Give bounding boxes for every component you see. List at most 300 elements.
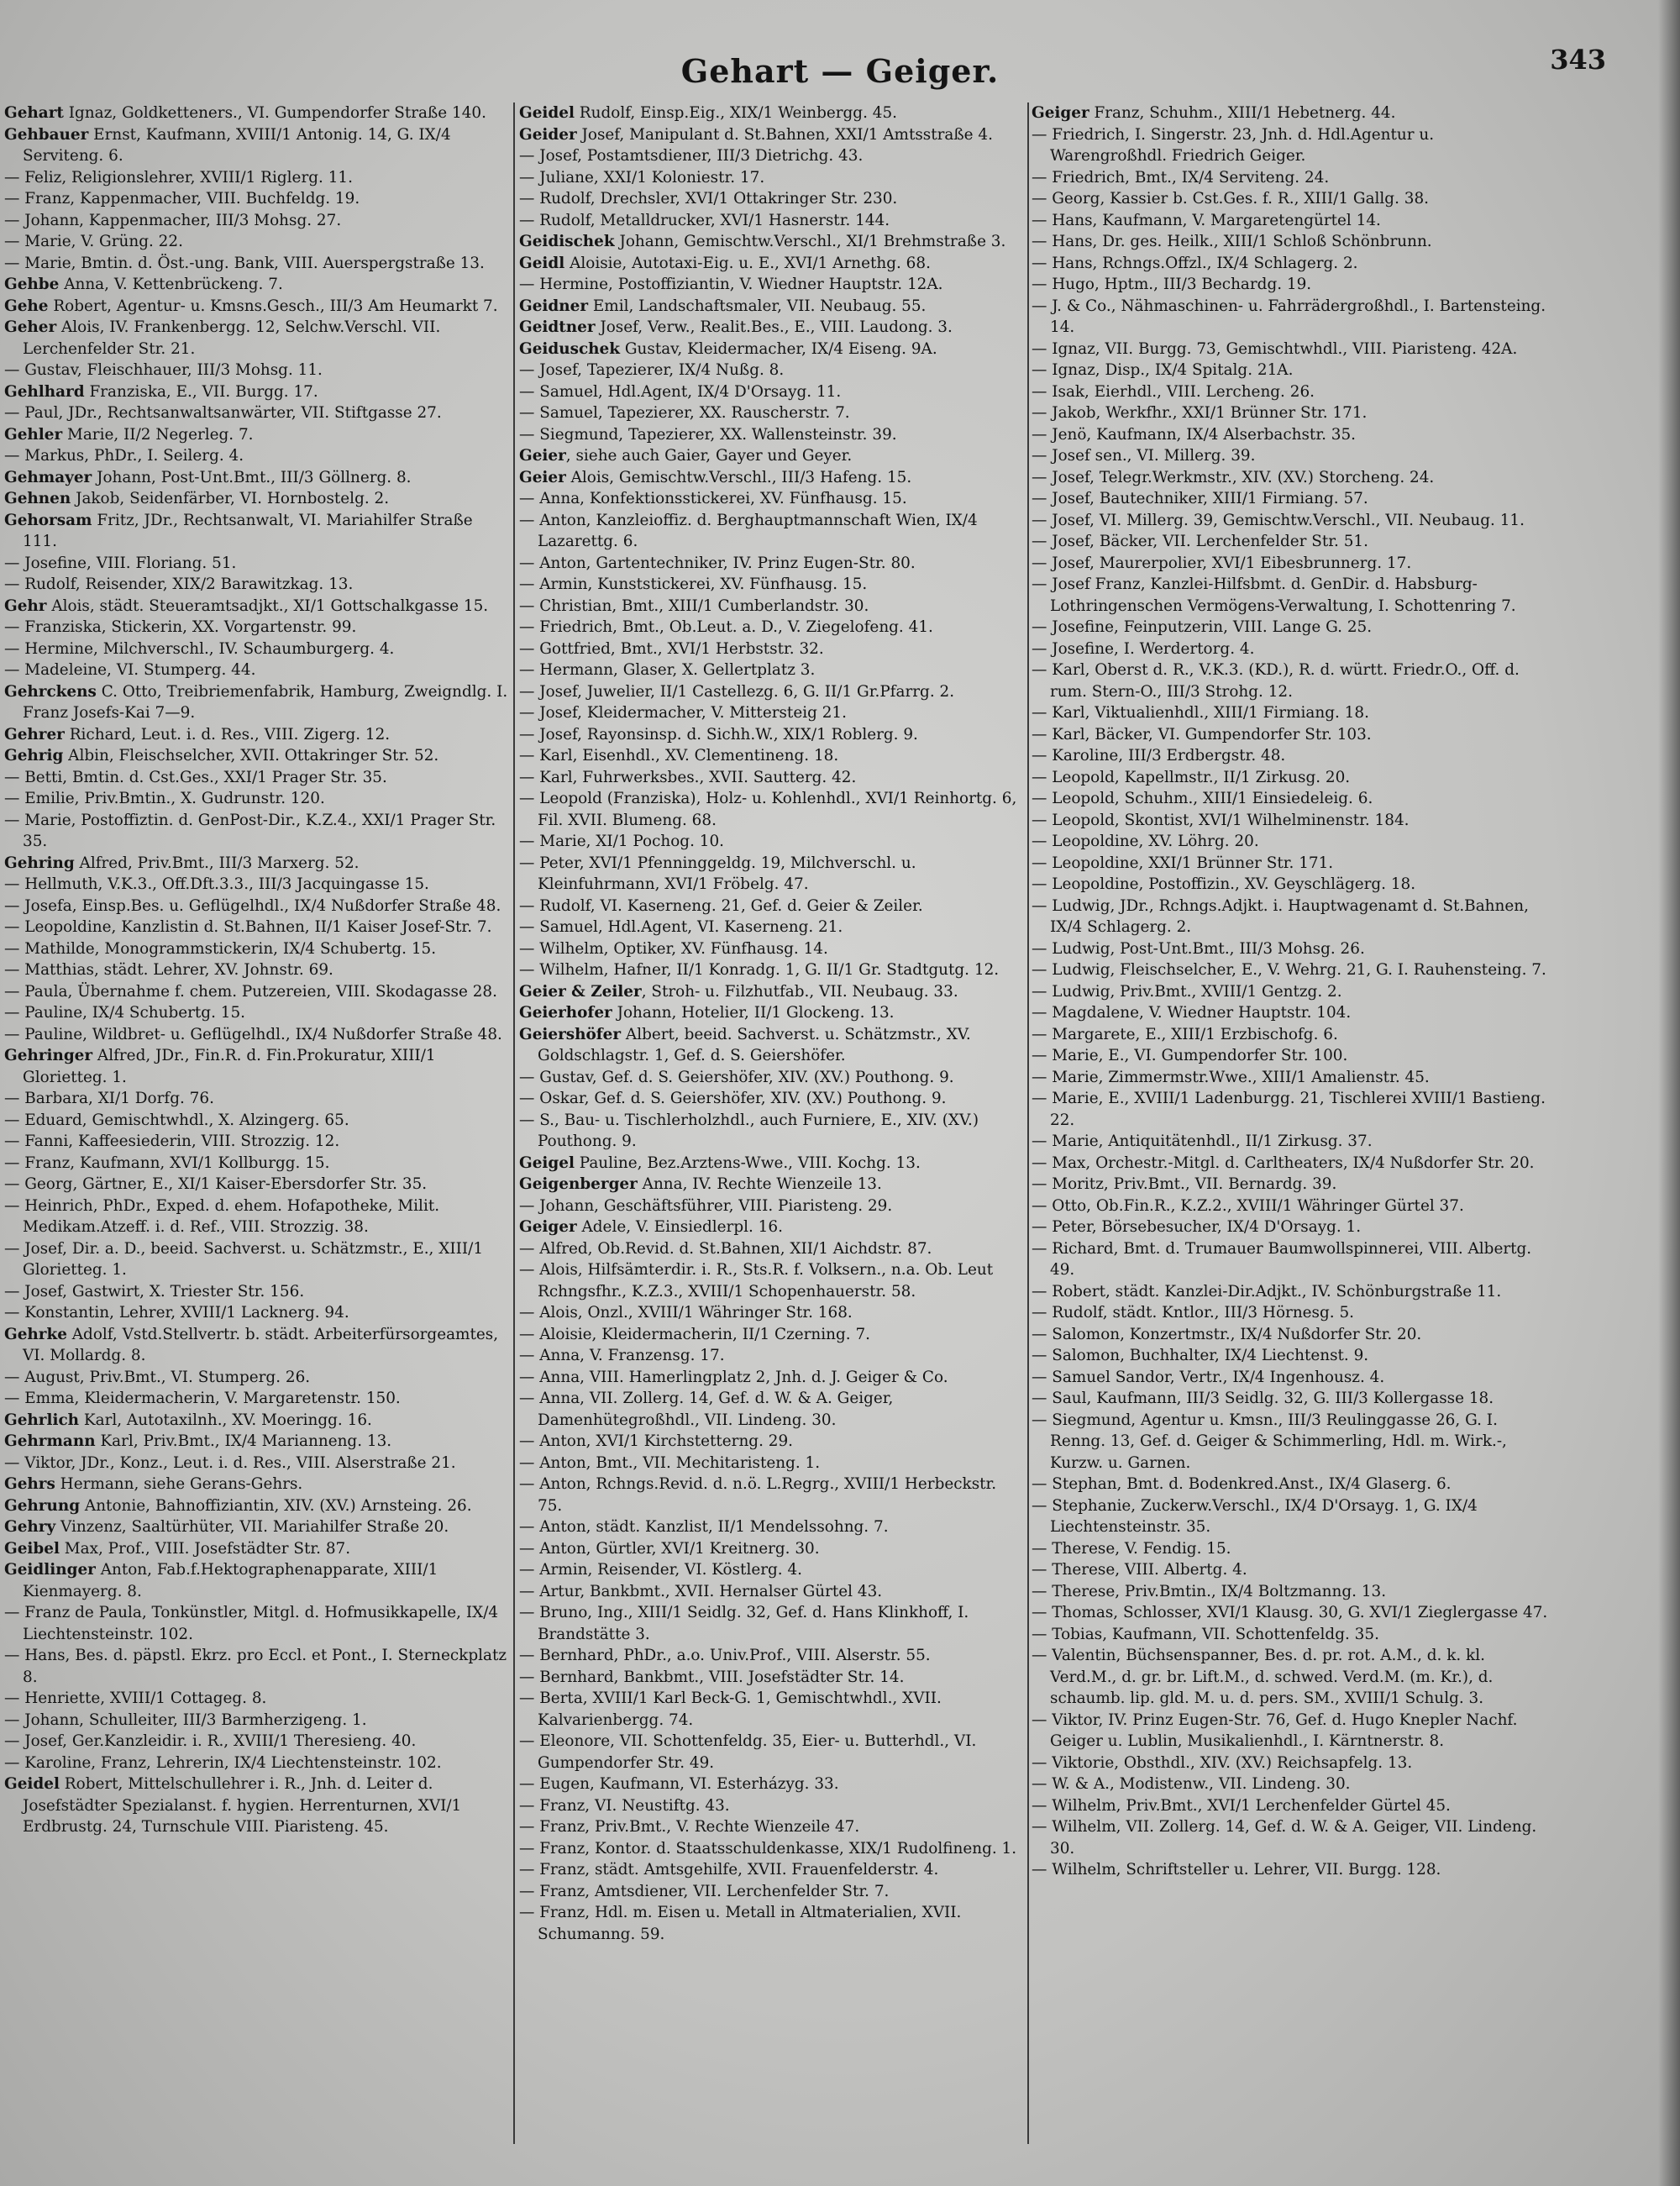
directory-entry	[519, 274, 1023, 296]
entry-details: — Samuel, Tapezierer, XX. Rauscherstr. 7.	[519, 404, 850, 422]
entry-surname: Geiger	[519, 1218, 577, 1236]
entry-details: — S., Bau- u. Tischlerholzhdl., auch Furniere, E., XIV. (XV.) Pouthong. 9.	[519, 1111, 979, 1150]
entry-details: — August, Priv.Bmt., VI. Stumperg. 26.	[4, 1368, 311, 1386]
directory-column-1	[4, 102, 508, 2161]
directory-entry	[519, 702, 1023, 724]
entry-details: — Markus, PhDr., I. Seilerg. 4.	[4, 447, 244, 465]
directory-entry	[519, 638, 1023, 660]
entry-surname: Geidischek	[519, 233, 615, 250]
entry-details: — Marie, V. Grüng. 22.	[4, 233, 183, 250]
entry-details: — Rudolf, Drechsler, XVI/1 Ottakringer Str. 230.	[519, 190, 898, 208]
directory-entry	[519, 1859, 1023, 1881]
directory-entry	[4, 167, 508, 189]
entry-details: Josef, Manipulant d. St.Bahnen, XXI/1 Amtsstraße 4.	[576, 125, 993, 144]
directory-entry	[519, 1238, 1023, 1260]
directory-entry	[4, 381, 508, 403]
entry-details: — Marie, E., VI. Gumpendorfer Str. 100.	[1032, 1047, 1348, 1064]
directory-entry	[519, 1773, 1023, 1795]
entry-details: — Viktor, IV. Prinz Eugen-Str. 76, Gef. d. Hugo Knepler Nachf. Geiger u. Lublin, Musikalienhdl., I. Kärntnerstr. 8.	[1032, 1710, 1518, 1750]
entry-details: — Ludwig, Post-Unt.Bmt., III/3 Mohsg. 26.	[1032, 939, 1365, 958]
entry-details: — Stephan, Bmt. d. Bodenkred.Anst., IX/4 Glaserg. 6.	[1032, 1475, 1452, 1493]
directory-column-3	[1032, 102, 1548, 2161]
directory-entry	[1032, 210, 1548, 232]
entry-details: — Marie, Antiquitätenhdl., II/1 Zirkusg. 37.	[1032, 1132, 1373, 1150]
directory-entry	[4, 188, 508, 210]
entry-details: — Josef, VI. Millerg. 39, Gemischtw.Verschl., VII. Neubaug. 11.	[1032, 511, 1525, 529]
directory-entry	[519, 1324, 1023, 1346]
directory-entry	[1032, 1538, 1548, 1560]
entry-details: — Josef, Bautechniker, XIII/1 Firmiang. 57.	[1032, 490, 1368, 507]
directory-entry	[4, 1474, 508, 1495]
entry-details: — Pauline, Wildbret- u. Geflügelhdl., IX/4 Nußdorfer Straße 48.	[4, 1025, 502, 1043]
entry-details: Jakob, Seidenfärber, VI. Hornbostelg. 2.	[71, 490, 390, 507]
entry-details: — Emilie, Priv.Bmtin., X. Gudrunstr. 120.	[4, 790, 325, 807]
entry-surname: Gehe	[4, 297, 49, 315]
entry-details: — Josef, Rayonsinsp. d. Sichh.W., XIX/1 Roblerg. 9.	[519, 725, 918, 744]
entry-details: — Johann, Geschäftsführer, VIII. Piaristeng. 29.	[519, 1196, 893, 1215]
entry-details: Alfred, Priv.Bmt., III/3 Marxerg. 52.	[74, 854, 360, 872]
entry-details: — Wilhelm, VII. Zollerg. 14, Gef. d. W. & A. Geiger, VII. Lindeng. 30.	[1032, 1818, 1537, 1858]
entry-details: — Siegmund, Agentur u. Kmsn., III/3 Reulinggasse 26, G. I. Renng. 13, Gef. d. Geiger & Schimmerling, Hdl. m. Wirk.-, Kurzw. u. Garnen.	[1032, 1411, 1507, 1472]
directory-entry	[1032, 1773, 1548, 1795]
directory-entry	[4, 1302, 508, 1324]
entry-surname: Geidl	[519, 254, 565, 272]
entry-details: — Bruno, Ing., XIII/1 Seidlg. 32, Gef. d. Hans Klinkhoff, I. Brandstätte 3.	[519, 1604, 969, 1643]
entry-details: — Georg, Kassier b. Cst.Ges. f. R., XIII/1 Gallg. 38.	[1032, 190, 1430, 208]
entry-details: — Anton, Kanzleioffiz. d. Berghauptmannschaft Wien, IX/4 Lazarettg. 6.	[519, 511, 978, 550]
directory-entry	[519, 1002, 1023, 1024]
entry-surname: Geiershöfer	[519, 1025, 622, 1043]
directory-entry	[4, 317, 508, 360]
entry-surname: Geidlinger	[4, 1561, 96, 1579]
entry-details: Johann, Hotelier, II/1 Glockeng. 13.	[612, 1004, 895, 1022]
directory-entry	[4, 1688, 508, 1710]
entry-details: — Alois, Onzl., XVIII/1 Währinger Str. 168.	[519, 1304, 853, 1322]
directory-entry	[1032, 339, 1548, 360]
directory-entry	[519, 1474, 1023, 1516]
directory-entry	[1032, 1602, 1548, 1624]
entry-surname: Gehbe	[4, 276, 60, 293]
directory-entry	[1032, 1216, 1548, 1238]
directory-entry	[519, 467, 1023, 489]
entry-details: — Max, Orchestr.-Mitgl. d. Carltheaters, IX/4 Nußdorfer Str. 20.	[1032, 1153, 1535, 1172]
directory-entry	[1032, 102, 1548, 124]
entry-details: — Therese, VIII. Albertg. 4.	[1032, 1561, 1247, 1579]
entry-details: C. Otto, Treibriemenfabrik, Hamburg, Zweigndlg. I. Franz Josefs-Kai 7—9.	[23, 682, 508, 722]
entry-details: — Betti, Bmtin. d. Cst.Ges., XXI/1 Prager Str. 35.	[4, 768, 387, 786]
entry-details: — Franziska, Stickerin, XX. Vorgartenstr. 99.	[4, 618, 357, 636]
entry-surname: Geider	[519, 125, 577, 144]
entry-details: — Hans, Rchngs.Offzl., IX/4 Schlagerg. 2.	[1032, 254, 1358, 272]
directory-entry	[4, 296, 508, 318]
entry-details: — Ludwig, Priv.Bmt., XVIII/1 Gentzg. 2.	[1032, 982, 1342, 1001]
entry-details: Adolf, Vstd.Stellvertr. b. städt. Arbeiterfürsorgeamtes, VI. Mollardg. 8.	[23, 1325, 499, 1364]
entry-details: — Matthias, städt. Lehrer, XV. Johnstr. 69.	[4, 961, 333, 979]
entry-details: Adele, V. Einsiedlerpl. 16.	[576, 1218, 783, 1236]
entry-details: — Rudolf, Reisender, XIX/2 Barawitzkag. 13.	[4, 575, 354, 593]
entry-details: — Hugo, Hptm., III/3 Bechardg. 19.	[1032, 276, 1312, 293]
entry-details: — Rudolf, VI. Kaserneng. 21, Gef. d. Geier & Zeiler.	[519, 896, 923, 915]
directory-entry	[519, 145, 1023, 167]
directory-entry	[519, 745, 1023, 767]
entry-details: — Hans, Bes. d. päpstl. Ekrz. pro Eccl. et Pont., I. Sterneckplatz 8.	[4, 1647, 507, 1686]
entry-details: — Alois, Hilfsämterdir. i. R., Sts.R. f. Volksern., n.a. Ob. Leut Rchngsfhr., K.Z.3., XVIII/1 Schopenhauerstr. 58.	[519, 1261, 994, 1301]
entry-details: — Wilhelm, Hafner, II/1 Konradg. 1, G. II/1 Gr. Stadtgutg. 12.	[519, 961, 1000, 979]
entry-surname: Gehrke	[4, 1325, 67, 1343]
directory-entry	[519, 296, 1023, 318]
entry-details: — Anna, Konfektionsstickerei, XV. Fünfhausg. 15.	[519, 490, 907, 507]
entry-details: — Karl, Eisenhdl., XV. Clementineng. 18.	[519, 747, 839, 765]
entry-details: — Robert, städt. Kanzlei-Dir.Adjkt., IV. Schönburgstraße 11.	[1032, 1282, 1502, 1301]
entry-details: — Valentin, Büchsenspanner, Bes. d. pr. rot. A.M., d. k. kl. Verd.M., d. gr. br. Lift.M., d. schwed. Verd.M. (m. Kr.), d. schaumb. lip. gld. M. u. d. pers. SM., XVIII/1 Schulg. 3.	[1032, 1647, 1494, 1707]
entry-details: — Bernhard, Bankbmt., VIII. Josefstädter Str. 14.	[519, 1668, 905, 1686]
directory-entry	[4, 467, 508, 489]
directory-entry	[4, 1131, 508, 1153]
entry-details: — Georg, Gärtner, E., XI/1 Kaiser-Ebersdorfer Str. 35.	[4, 1175, 428, 1193]
entry-details: — Franz, Priv.Bmt., V. Rechte Wienzeile 47.	[519, 1818, 860, 1836]
entry-details: — Salomon, Buchhalter, IX/4 Liechtenst. 9.	[1032, 1347, 1369, 1364]
entry-details: — Barbara, XI/1 Dorfg. 76.	[4, 1090, 214, 1107]
entry-surname: Gehmayer	[4, 468, 92, 486]
entry-details: — Paul, JDr., Rechtsanwaltsanwärter, VII. Stiftgasse 27.	[4, 404, 442, 422]
entry-details: — Moritz, Priv.Bmt., VII. Bernardg. 39.	[1032, 1175, 1337, 1193]
directory-entry	[4, 1045, 508, 1088]
directory-entry	[519, 1602, 1023, 1645]
directory-entry	[4, 724, 508, 746]
entry-details: — Fanni, Kaffeesiederin, VIII. Strozzig. 12.	[4, 1132, 340, 1150]
directory-entry	[1032, 424, 1548, 446]
directory-entry	[1032, 1281, 1548, 1303]
directory-entry	[4, 1773, 508, 1838]
entry-details: — Karl, Bäcker, VI. Gumpendorfer Str. 103.	[1032, 725, 1372, 744]
entry-surname: Gehbauer	[4, 125, 89, 144]
entry-details: — Josef, Dir. a. D., beeid. Sachverst. u. Schätzmstr., E., XIII/1 Glorietteg. 1.	[4, 1239, 484, 1279]
entry-details: — Aloisie, Kleidermacherin, II/1 Czerning. 7.	[519, 1325, 871, 1343]
entry-details: — Wilhelm, Priv.Bmt., XVI/1 Lerchenfelder Gürtel 45.	[1032, 1796, 1451, 1815]
directory-entry	[4, 1431, 508, 1453]
directory-entry	[4, 1538, 508, 1560]
entry-surname: Gehrs	[4, 1475, 55, 1493]
entry-details: — Wilhelm, Schriftsteller u. Lehrer, VII. Burgg. 128.	[1032, 1861, 1441, 1879]
directory-entry	[4, 1024, 508, 1046]
directory-entry	[1032, 488, 1548, 510]
entry-details: Karl, Priv.Bmt., IX/4 Marianneng. 13.	[95, 1432, 392, 1450]
entry-details: — Leopoldine, XXI/1 Brünner Str. 171.	[1032, 854, 1334, 872]
directory-entry	[519, 788, 1023, 831]
entry-details: — Josefine, Feinputzerin, VIII. Lange G. 25.	[1032, 618, 1373, 636]
page-edge-shadow	[1658, 0, 1680, 2186]
entry-details: — Leopold (Franziska), Holz- u. Kohlenhdl., XVI/1 Reinhortg. 6, Fil. XVII. Blumeng. 68.	[519, 790, 1017, 829]
entry-details: Antonie, Bahnoffiziantin, XIV. (XV.) Arnsteing. 26.	[80, 1496, 472, 1515]
directory-entry	[1032, 724, 1548, 746]
column-divider	[1027, 102, 1029, 2144]
entry-details: — Rudolf, städt. Kntlor., III/3 Hörnesg. 5.	[1032, 1304, 1354, 1322]
entry-details: Marie, II/2 Negerleg. 7.	[62, 425, 254, 444]
directory-entry	[4, 788, 508, 810]
directory-entry	[1032, 402, 1548, 424]
directory-entry	[4, 445, 508, 467]
directory-entry	[519, 253, 1023, 275]
entry-details: — Paula, Übernahme f. chem. Putzereien, VIII. Skodagasse 28.	[4, 982, 497, 1001]
directory-entry	[1032, 253, 1548, 275]
directory-entry	[519, 1174, 1023, 1195]
entry-surname: Geher	[4, 318, 57, 336]
entry-details: — Armin, Reisender, VI. Köstlerg. 4.	[519, 1561, 803, 1579]
directory-entry	[4, 360, 508, 381]
entry-details: — Anna, V. Franzensg. 17.	[519, 1347, 725, 1364]
directory-entry	[1032, 831, 1548, 853]
entry-details: — Hermine, Postoffiziantin, V. Wiedner Hauptstr. 12A.	[519, 276, 943, 293]
entry-surname: Gehry	[4, 1518, 56, 1536]
entry-details: — Tobias, Kaufmann, VII. Schottenfeldg. 35.	[1032, 1625, 1379, 1643]
directory-entry	[1032, 1195, 1548, 1217]
directory-entry	[519, 659, 1023, 681]
directory-entry	[519, 167, 1023, 189]
directory-entry	[4, 1752, 508, 1774]
entry-details: — Saul, Kaufmann, III/3 Seidlg. 32, G. III/3 Kollergasse 18.	[1032, 1390, 1494, 1407]
entry-details: — Franz de Paula, Tonkünstler, Mitgl. d. Hofmusikkapelle, IX/4 Liechtensteinstr. 102.	[4, 1604, 499, 1643]
directory-entry	[1032, 574, 1548, 617]
directory-entry	[519, 488, 1023, 510]
entry-details: — Alfred, Ob.Revid. d. St.Bahnen, XII/1 Aichdstr. 87.	[519, 1239, 932, 1258]
entry-details: Ernst, Kaufmann, XVIII/1 Antonig. 14, G. IX/4 Serviteng. 6.	[23, 125, 451, 165]
directory-entry	[4, 424, 508, 446]
directory-entry	[519, 1153, 1023, 1174]
entry-details: — Josefine, I. Werdertorg. 4.	[1032, 639, 1255, 658]
entry-details: Anna, V. Kettenbrückeng. 7.	[59, 276, 283, 293]
directory-entry	[519, 360, 1023, 381]
directory-entry	[1032, 1795, 1548, 1817]
directory-entry	[4, 874, 508, 896]
directory-entry	[4, 274, 508, 296]
entry-details: — Anton, XVI/1 Kirchstetterng. 29.	[519, 1432, 794, 1450]
directory-entry	[519, 1024, 1023, 1067]
directory-entry	[519, 853, 1023, 896]
entry-details: Pauline, Bez.Arztens-Wwe., VIII. Kochg. 13.	[574, 1153, 921, 1172]
entry-surname: Geidel	[4, 1775, 60, 1793]
entry-details: — Isak, Eierhdl., VIII. Lercheng. 26.	[1032, 382, 1315, 401]
entry-details: — Franz, Hdl. m. Eisen u. Metall in Altmaterialien, XVII. Schumanng. 59.	[519, 1904, 962, 1943]
directory-entry	[1032, 1045, 1548, 1067]
directory-entry	[1032, 896, 1548, 938]
directory-entry	[519, 896, 1023, 917]
entry-details: — Rudolf, Metalldrucker, XVI/1 Hasnerstr. 144.	[519, 211, 890, 229]
entry-details: Hermann, siehe Gerans-Gehrs.	[55, 1475, 303, 1493]
entry-details: — Leopold, Schuhm., XIII/1 Einsiedeleig. 6.	[1032, 790, 1373, 807]
entry-details: — Josef, Kleidermacher, V. Mittersteig 21.	[519, 704, 847, 722]
entry-details: — Margarete, E., XIII/1 Erzbischofg. 6.	[1032, 1025, 1338, 1043]
directory-column-2	[519, 102, 1023, 2161]
directory-entry	[4, 1559, 508, 1602]
entry-details: — Karoline, III/3 Erdbergstr. 48.	[1032, 747, 1286, 765]
directory-entry	[1032, 553, 1548, 575]
directory-entry	[1032, 617, 1548, 638]
entry-surname: Gehart	[4, 104, 64, 122]
entry-surname: Geibel	[4, 1539, 60, 1558]
directory-entry	[519, 1195, 1023, 1217]
entry-details: — Josefa, Einsp.Bes. u. Geflügelhdl., IX/4 Nußdorfer Straße 48.	[4, 896, 501, 915]
entry-details: — Therese, V. Fendig. 15.	[1032, 1539, 1231, 1558]
entry-details: — Leopoldine, XV. Löhrg. 20.	[1032, 833, 1259, 850]
entry-details: — Josef, Gastwirt, X. Triester Str. 156.	[4, 1282, 305, 1301]
directory-entry	[519, 1367, 1023, 1389]
entry-surname: Gehring	[4, 854, 75, 872]
directory-entry	[1032, 1024, 1548, 1046]
directory-entry	[4, 510, 508, 553]
directory-entry	[4, 959, 508, 981]
entry-surname: Geigenberger	[519, 1175, 638, 1193]
entry-surname: Gehringer	[4, 1047, 93, 1064]
directory-entry	[519, 381, 1023, 403]
entry-details: Aloisie, Autotaxi-Eig. u. E., XVI/1 Arnethg. 68.	[564, 254, 931, 272]
entry-details: — Peter, Börsebesucher, IX/4 D'Orsayg. 1.	[1032, 1218, 1362, 1236]
entry-details: Alfred, JDr., Fin.R. d. Fin.Prokuratur, XIII/1 Glorietteg. 1.	[23, 1047, 436, 1086]
directory-entry	[1032, 1859, 1548, 1881]
entry-details: — J. & Co., Nähmaschinen- u. Fahrrädergroßhdl., I. Bartensteing. 14.	[1032, 297, 1546, 336]
entry-details: — Artur, Bankbmt., XVII. Hernalser Gürtel 43.	[519, 1582, 883, 1600]
entry-surname: Geidtner	[519, 318, 596, 336]
directory-entry	[1032, 1474, 1548, 1495]
directory-entry	[1032, 1153, 1548, 1174]
directory-entry	[519, 424, 1023, 446]
entry-details: — Salomon, Konzertmstr., IX/4 Nußdorfer Str. 20.	[1032, 1325, 1422, 1343]
directory-entry	[1032, 1131, 1548, 1153]
entry-details: Albin, Fleischselcher, XVII. Ottakringer Str. 52.	[63, 747, 439, 765]
directory-entry	[519, 188, 1023, 210]
entry-details: — Eduard, Gemischtwhdl., X. Alzingerg. 65.	[4, 1111, 349, 1129]
entry-details: — Jenö, Kaufmann, IX/4 Alserbachstr. 35.	[1032, 425, 1357, 444]
directory-entry	[4, 1238, 508, 1281]
directory-entry	[4, 102, 508, 124]
entry-details: — Hermine, Milchverschl., IV. Schaumburgerg. 4.	[4, 639, 395, 658]
directory-entry	[1032, 1816, 1548, 1859]
directory-entry	[1032, 167, 1548, 189]
directory-entry	[519, 445, 1023, 467]
directory-entry	[519, 1667, 1023, 1689]
directory-entry	[4, 896, 508, 917]
entry-details: — Josef Franz, Kanzlei-Hilfsbmt. d. GenDir. d. Habsburg-Lothringenschen Vermögens-Verwaltung, I. Schottenring 7.	[1032, 575, 1516, 615]
column-divider	[513, 102, 515, 2144]
entry-details: — Emma, Kleidermacherin, V. Margaretenstr. 150.	[4, 1390, 401, 1407]
entry-details: — Mathilde, Monogrammstickerin, IX/4 Schubertg. 15.	[4, 939, 437, 958]
entry-details: — Friedrich, Bmt., IX/4 Serviteng. 24.	[1032, 168, 1330, 187]
entry-surname: Gehrer	[4, 725, 65, 744]
entry-details: — Josef, Maurerpolier, XVI/1 Eibesbrunnerg. 17.	[1032, 554, 1412, 572]
entry-details: — W. & A., Modistenw., VII. Lindeng. 30.	[1032, 1775, 1351, 1793]
entry-details: — Berta, XVIII/1 Karl Beck-G. 1, Gemischtwhdl., XVII. Kalvarienbergg. 74.	[519, 1689, 942, 1729]
directory-entry	[519, 210, 1023, 232]
entry-details: Karl, Autotaxilnh., XV. Moeringg. 16.	[79, 1411, 372, 1429]
entry-details: Alois, städt. Steueramtsadjkt., XI/1 Gottschalkgasse 15.	[46, 596, 489, 615]
directory-entry	[1032, 788, 1548, 810]
entry-details: — Franz, Amtsdiener, VII. Lerchenfelder Str. 7.	[519, 1882, 890, 1900]
entry-details: Johann, Gemischtw.Verschl., XI/1 Brehmstraße 3.	[614, 233, 1006, 250]
entry-details: — Feliz, Religionslehrer, XVIII/1 Riglerg. 11.	[4, 168, 353, 187]
directory-entry	[519, 1731, 1023, 1773]
directory-entry	[1032, 510, 1548, 532]
directory-entry	[1032, 467, 1548, 489]
entry-details: — Josef sen., VI. Millerg. 39.	[1032, 447, 1256, 465]
entry-details: — Gustav, Fleischhauer, III/3 Mohsg. 11.	[4, 361, 323, 379]
directory-entry	[1032, 124, 1548, 167]
entry-details: — Josef, Postamtsdiener, III/3 Dietrichg. 43.	[519, 147, 864, 165]
directory-entry	[519, 1881, 1023, 1903]
entry-details: Albert, beeid. Sachverst. u. Schätzmstr., XV. Goldschlagstr. 1, Gef. d. S. Geiershöfer.	[538, 1025, 971, 1064]
entry-details: Max, Prof., VIII. Josefstädter Str. 87.	[59, 1539, 351, 1558]
directory-entry	[1032, 360, 1548, 381]
entry-details: Franziska, E., VII. Burgg. 17.	[84, 382, 318, 401]
entry-details: — Peter, XVI/1 Pfenninggeldg. 19, Milchverschl. u. Kleinfuhrmann, XVI/1 Fröbelg. 47.	[519, 854, 916, 893]
directory-entry	[4, 810, 508, 853]
entry-details: Anton, Fab.f.Hektographenapparate, XIII/1 Kienmayerg. 8.	[23, 1561, 438, 1600]
directory-entry	[1032, 1238, 1548, 1281]
directory-entry	[519, 102, 1023, 124]
entry-details: — Ignaz, Disp., IX/4 Spitalg. 21A.	[1032, 361, 1294, 379]
directory-entry	[4, 981, 508, 1003]
directory-entry	[1032, 1388, 1548, 1410]
entry-details: — Hans, Dr. ges. Heilk., XIII/1 Schloß Schönbrunn.	[1032, 233, 1432, 250]
entry-details: — Karl, Viktualienhdl., XIII/1 Firmiang. 18.	[1032, 704, 1369, 722]
entry-details: — Eleonore, VII. Schottenfeldg. 35, Eier- u. Butterhdl., VI. Gumpendorfer Str. 49.	[519, 1732, 977, 1772]
entry-details: — Viktorie, Obsthdl., XIV. (XV.) Reichsapfelg. 13.	[1032, 1753, 1413, 1772]
entry-details: — Ludwig, JDr., Rchngs.Adjkt. i. Hauptwagenamt d. St.Bahnen, IX/4 Schlagerg. 2.	[1032, 896, 1529, 936]
directory-entry	[519, 1216, 1023, 1238]
entry-details: — Marie, Postoffiztin. d. GenPost-Dir., K.Z.4., XXI/1 Prager Str. 35.	[4, 811, 496, 850]
directory-entry	[4, 231, 508, 253]
entry-surname: Geigel	[519, 1153, 575, 1172]
directory-entry	[1032, 1752, 1548, 1774]
directory-entry	[4, 1516, 508, 1538]
entry-details: — Henriette, XVIII/1 Cottageg. 8.	[4, 1689, 267, 1707]
directory-entry	[519, 402, 1023, 424]
directory-entry	[519, 1516, 1023, 1538]
entry-details: Johann, Post-Unt.Bmt., III/3 Göllnerg. 8.	[92, 468, 412, 486]
entry-details: — Anna, VII. Zollerg. 14, Gef. d. W. & A. Geiger, Damenhütegroßhdl., VII. Lindeng. 30.	[519, 1390, 894, 1429]
entry-details: — Josef, Tapezierer, IX/4 Nußg. 8.	[519, 361, 785, 379]
entry-details: — Franz, Kaufmann, XVI/1 Kollburgg. 15.	[4, 1153, 330, 1172]
directory-entry	[1032, 1345, 1548, 1367]
directory-entry	[4, 1153, 508, 1174]
directory-entry	[4, 1731, 508, 1752]
entry-details: — Siegmund, Tapezierer, XX. Wallensteinstr. 39.	[519, 425, 897, 444]
directory-entry	[519, 231, 1023, 253]
entry-surname: Gehr	[4, 596, 47, 615]
entry-details: — Stephanie, Zuckerw.Verschl., IX/4 D'Orsayg. 1, G. IX/4 Liechtensteinstr. 35.	[1032, 1496, 1478, 1536]
directory-entry	[4, 1324, 508, 1367]
entry-details: — Ludwig, Fleischselcher, E., V. Wehrg. 21, G. I. Rauhensteing. 7.	[1032, 961, 1546, 979]
entry-details: — Gottfried, Bmt., XVI/1 Herbststr. 32.	[519, 639, 824, 658]
directory-entry	[1032, 1645, 1548, 1710]
entry-details: — Magdalene, V. Wiedner Hauptstr. 104.	[1032, 1004, 1352, 1022]
directory-entry	[519, 1110, 1023, 1153]
entry-details: Robert, Agentur- u. Kmsns.Gesch., III/3 Am Heumarkt 7.	[48, 297, 498, 315]
entry-details: Richard, Leut. i. d. Res., VIII. Zigerg. 12.	[64, 725, 391, 744]
directory-entry	[1032, 1088, 1548, 1131]
directory-entry	[4, 1602, 508, 1645]
directory-entry	[519, 1088, 1023, 1110]
entry-details: — Bernhard, PhDr., a.o. Univ.Prof., VIII. Alserstr. 55.	[519, 1647, 931, 1664]
directory-entry	[4, 210, 508, 232]
directory-entry	[4, 253, 508, 275]
directory-entry	[4, 488, 508, 510]
entry-details: — Konstantin, Lehrer, XVIII/1 Lacknerg. 94.	[4, 1304, 349, 1322]
directory-entry	[1032, 959, 1548, 981]
directory-entry	[519, 510, 1023, 553]
directory-entry	[519, 767, 1023, 789]
directory-entry	[519, 574, 1023, 596]
directory-entry	[4, 659, 508, 681]
directory-entry	[519, 596, 1023, 617]
